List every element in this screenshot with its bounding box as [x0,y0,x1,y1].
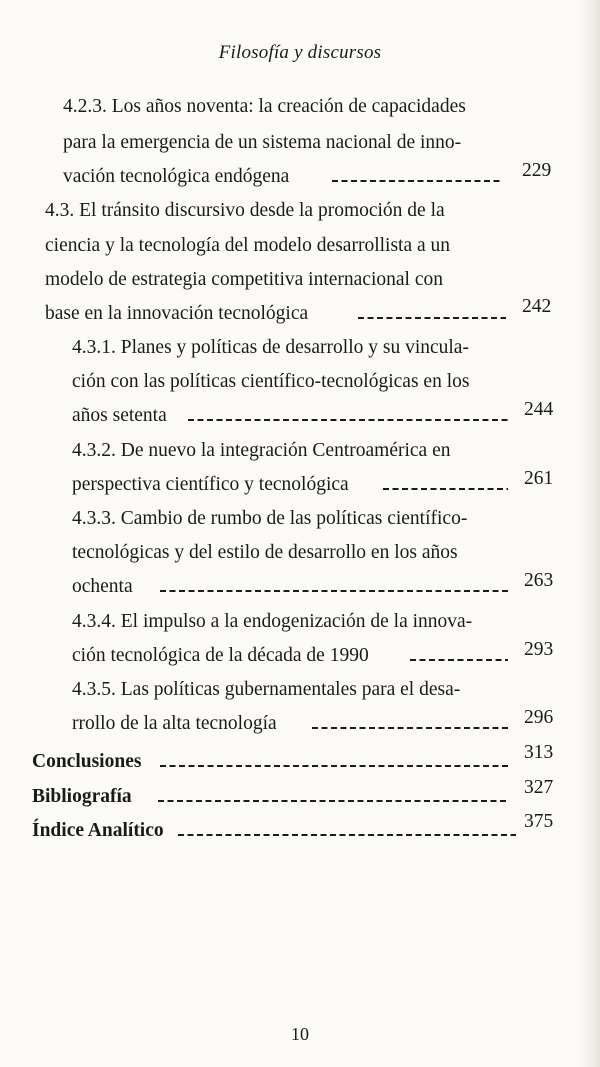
page-number: 375 [524,811,554,832]
toc-line: Índice Analítico [32,820,164,841]
toc-line: base en la innovación tecnológica [45,303,309,324]
toc-line: años setenta [72,405,167,426]
toc-line: 4.3.5. Las políticas gubernamentales para el desa- [72,679,461,700]
toc-line: 4.3. El tránsito discursivo desde la promoción de la [45,200,445,221]
page-number: 263 [524,570,554,591]
dot-leader [312,727,508,729]
page-number: 261 [524,468,554,489]
toc-line: 4.2.3. Los años noventa: la creación de capacidades [63,96,466,117]
running-head: Filosofía y discursos [218,42,382,63]
dot-leader [332,180,500,182]
page-edge-shadow [578,0,600,1067]
page-number: 229 [522,160,552,181]
page-number: 296 [524,707,554,728]
toc-line: perspectiva científico y tecnológica [72,474,349,495]
toc-line: rrollo de la alta tecnología [72,713,277,734]
dot-leader [158,800,508,802]
page-number: 313 [524,742,554,763]
toc-line: 4.3.2. De nuevo la integración Centroamérica en [72,440,451,461]
dot-leader [188,419,508,421]
page-number: 242 [522,296,552,317]
toc-line: ción con las políticas científico-tecnológicas en los [72,371,470,392]
toc-line: 4.3.1. Planes y políticas de desarrollo y su vincula- [72,337,469,358]
toc-line: ochenta [72,576,133,597]
dot-leader [160,765,508,767]
toc-line: Bibliografía [32,786,132,807]
page-number: 244 [524,399,554,420]
toc-line: tecnológicas y del estilo de desarrollo en los años [72,542,458,563]
page-number: 327 [524,777,554,798]
toc-line: para la emergencia de un sistema nacional de inno- [63,132,462,153]
toc-line: 4.3.3. Cambio de rumbo de las políticas científico- [72,508,468,529]
dot-leader [358,317,506,319]
toc-line: vación tecnológica endógena [63,166,290,187]
dot-leader [383,488,508,490]
dot-leader [410,659,508,661]
dot-leader [160,590,508,592]
page-number: 293 [524,639,554,660]
dot-leader [178,834,516,836]
toc-line: Conclusiones [32,751,142,772]
toc-line: ciencia y la tecnología del modelo desarrollista a un [45,235,451,256]
toc-line: modelo de estrategia competitiva internacional con [45,269,443,290]
folio-page-number: 10 [291,1024,309,1044]
toc-line: ción tecnológica de la década de 1990 [72,645,369,666]
toc-line: 4.3.4. El impulso a la endogenización de la innova- [72,611,473,632]
